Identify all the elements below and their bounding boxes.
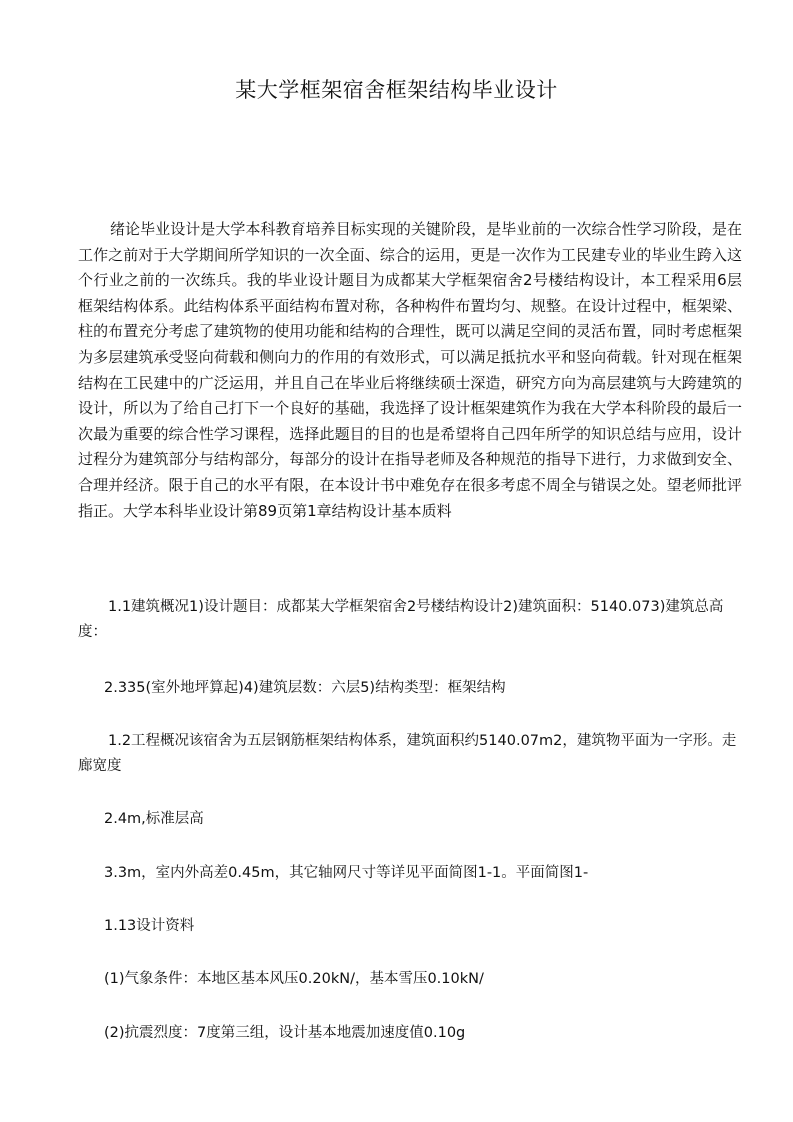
section-1-13-heading: 1.13设计资料 — [104, 918, 195, 934]
section-1-2-paragraph: 1.2工程概况该宿舍为五层钢筋框架结构体系，建筑面积约5140.07m2，建筑物平面为一字形。走廊宽度 — [78, 733, 737, 774]
corridor-width-paragraph: 2.4m,标准层高 — [104, 811, 204, 827]
intro-paragraph: 绪论毕业设计是大学本科教育培养目标实现的关键阶段，是毕业前的一次综合性学习阶段，是在工作之前对于大学期间所学知识的一次全面、综合的运用，更是一次作为工民建专业的毕业生跨入这个行业之前的一次练兵。我的毕业设计题目为成都某大学框架宿舍2号楼结构设计，本工程采用6层框架结构体系。此结构体系平面结构布置对称，各种构件布置均匀、规整。在设计过程中，框架梁、柱的布置充分考虑了建筑物的使用功能和结构的合理性，既可以满足空间的灵活布置，同时考虑框架为多层建筑承受竖向荷载和侧向力的作用的有效形式，可以满足抵抗水平和竖向荷载。针对现在框架结构在工民建中的广泛运用，并且自己在毕业后将继续硕士深造，研究方向为高层建筑与大跨建筑的设计，所以为了给自己打下一个良好的基础，我选择了设计框架建筑作为我在大学本科阶段的最后一次最为重要的综合性学习课程，选择此题目的目的也是希望将自己四年所学的知识总结与应用，设计过程分为建筑部分与结构部分，每部分的设计在指导老师及各种规范的指导下进行，力求做到安全、合理并经济。限于自己的水平有限，在本设计书中难免存在很多考虑不周全与错误之处。望老师批评指正。大学本科毕业设计第89页第1章结构设计基本质料 — [78, 220, 742, 520]
section-1-1-paragraph: 1.1建筑概况1)设计题目：成都某大学框架宿舍2号楼结构设计2)建筑面积：5140.073)建筑总高度： — [78, 599, 724, 640]
floor-height-paragraph: 3.3m，室内外高差0.45m，其它轴网尺寸等详见平面简图1-1。平面简图1- — [104, 865, 589, 881]
weather-conditions-paragraph: (1)气象条件：本地区基本风压0.20kN/，基本雪压0.10kN/ — [104, 971, 484, 987]
building-height-paragraph: 2.335(室外地坪算起)4)建筑层数：六层5)结构类型：框架结构 — [104, 680, 506, 696]
document-title: 某大学框架宿舍框架结构毕业设计 — [235, 78, 558, 102]
seismic-intensity-paragraph: (2)抗震烈度：7度第三组，设计基本地震加速度值0.10g — [104, 1025, 466, 1041]
